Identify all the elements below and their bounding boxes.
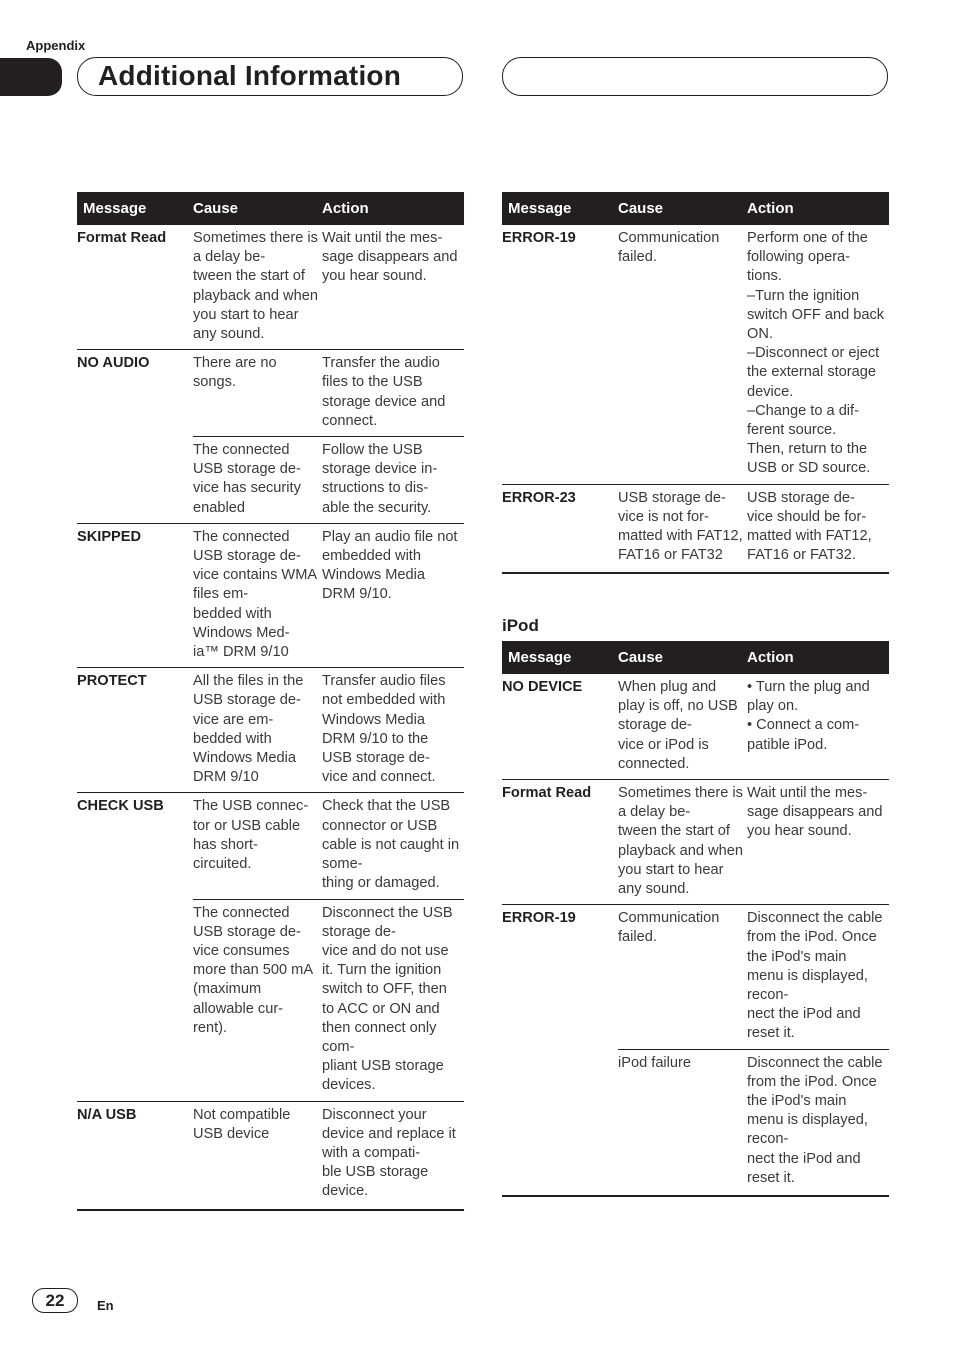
header-action: Action	[747, 192, 889, 225]
table-row	[77, 523, 464, 667]
table-row	[77, 1101, 464, 1210]
action-cell: USB storage de- vice should be for- matted with FAT12, FAT16 or FAT32.	[747, 484, 889, 573]
table-header-row	[502, 192, 889, 225]
header-cause: Cause	[618, 192, 747, 225]
section-label: Appendix	[26, 38, 86, 53]
message-cell: ERROR-23	[502, 484, 618, 573]
header-message: Message	[77, 192, 193, 225]
left-message-table	[77, 192, 464, 1211]
message-cell: ERROR-19	[502, 905, 618, 1049]
right-message-table	[502, 192, 889, 574]
cause-cell: iPod failure	[618, 1049, 747, 1196]
cause-cell: The connected USB storage de- vice contains WMA files em- bedded with Windows Med- ia™ DRM 9/10	[193, 523, 322, 667]
table-row	[77, 793, 464, 899]
table-row	[77, 437, 464, 524]
cause-cell: Communication failed.	[618, 905, 747, 1049]
header-message: Message	[502, 192, 618, 225]
header-cause: Cause	[618, 641, 747, 674]
table-row	[77, 668, 464, 793]
message-cell: NO DEVICE	[502, 679, 583, 695]
ipod-message-table	[502, 641, 889, 1197]
message-cell: SKIPPED	[77, 523, 193, 667]
table-row	[77, 350, 464, 437]
action-cell: Wait until the mes- sage disappears and you hear sound.	[322, 230, 458, 285]
cause-cell: The connected USB storage de- vice consumes more than 500 mA (maximum allowable cur- rent).	[193, 899, 322, 1101]
message-cell	[77, 437, 193, 524]
header-cause: Cause	[193, 192, 322, 225]
message-cell: Format Read	[502, 780, 618, 905]
table-header-row	[77, 192, 464, 225]
cause-cell: Sometimes there is a delay be- tween the start of playback and when you start to hear any sound.	[193, 230, 318, 343]
cause-cell: Communication failed.	[618, 230, 720, 266]
header-message: Message	[502, 641, 618, 674]
table-row	[502, 1049, 889, 1196]
language-code: En	[97, 1298, 114, 1313]
section-tab-marker	[0, 58, 62, 96]
action-cell: Disconnect the cable from the iPod. Once the iPod's main menu is displayed, recon- nect the iPod and reset it.	[747, 905, 889, 1049]
table-row	[502, 905, 889, 1049]
action-cell: Perform one of the following opera- tions. –Turn the ignition switch OFF and back ON. –Disconnect or eject the external storage device. –Change to a dif- ferent source. Then, return to the USB or SD source.	[747, 230, 885, 477]
table-row	[502, 484, 889, 573]
action-cell: Wait until the mes- sage disappears and you hear sound.	[747, 780, 889, 905]
page-title: Additional Information	[98, 60, 402, 91]
message-cell	[502, 1049, 618, 1196]
action-cell: Play an audio file not embedded with Windows Media DRM 9/10.	[322, 523, 464, 667]
cause-cell: Not compatible USB device	[193, 1101, 322, 1210]
action-cell: • Turn the plug and play on. • Connect a com- patible iPod.	[747, 679, 870, 753]
message-cell: PROTECT	[77, 668, 193, 793]
action-cell: Transfer the audio files to the USB storage device and connect.	[322, 350, 464, 437]
cause-cell: When plug and play is off, no USB storage de- vice or iPod is connected.	[618, 679, 738, 772]
cause-cell: The connected USB storage de- vice has security enabled	[193, 437, 322, 524]
ipod-section-heading: iPod	[502, 616, 539, 635]
cause-cell: There are no songs.	[193, 350, 322, 437]
table-row	[77, 225, 464, 350]
message-cell: ERROR-19	[502, 230, 576, 246]
table-row	[502, 780, 889, 905]
action-cell: Disconnect the USB storage de- vice and do not use it. Turn the ignition switch to OFF, then to ACC or ON and then connect only com- pliant USB storage devices.	[322, 899, 464, 1101]
table-row	[502, 674, 889, 780]
action-cell: Transfer audio files not embedded with Windows Media DRM 9/10 to the USB storage de- vice and connect.	[322, 668, 464, 793]
message-cell	[77, 899, 193, 1101]
cause-cell: USB storage de- vice is not for- matted with FAT12, FAT16 or FAT32	[618, 484, 747, 573]
cause-cell: Sometimes there is a delay be- tween the start of playback and when you start to hear any sound.	[618, 780, 747, 905]
cause-cell: The USB connec- tor or USB cable has short- circuited.	[193, 793, 322, 899]
page-number: 22	[32, 1288, 78, 1313]
action-cell: Disconnect your device and replace it with a compati- ble USB storage device.	[322, 1101, 464, 1210]
table-row	[502, 225, 889, 484]
table-row	[77, 899, 464, 1101]
title-box-empty	[502, 57, 888, 96]
message-cell: CHECK USB	[77, 793, 193, 899]
action-cell: Follow the USB storage device in- structions to dis- able the security.	[322, 437, 464, 524]
header-action: Action	[322, 192, 464, 225]
title-box	[77, 57, 463, 96]
action-cell: Check that the USB connector or USB cable is not caught in some- thing or damaged.	[322, 793, 464, 899]
message-cell: N/A USB	[77, 1101, 193, 1210]
action-cell: Disconnect the cable from the iPod. Once the iPod's main menu is displayed, recon- nect the iPod and reset it.	[747, 1049, 889, 1196]
header-action: Action	[747, 641, 889, 674]
message-cell: Format Read	[77, 230, 167, 246]
cause-cell: All the files in the USB storage de- vice are em- bedded with Windows Media DRM 9/10	[193, 668, 322, 793]
table-header-row	[502, 641, 889, 674]
message-cell: NO AUDIO	[77, 350, 193, 437]
